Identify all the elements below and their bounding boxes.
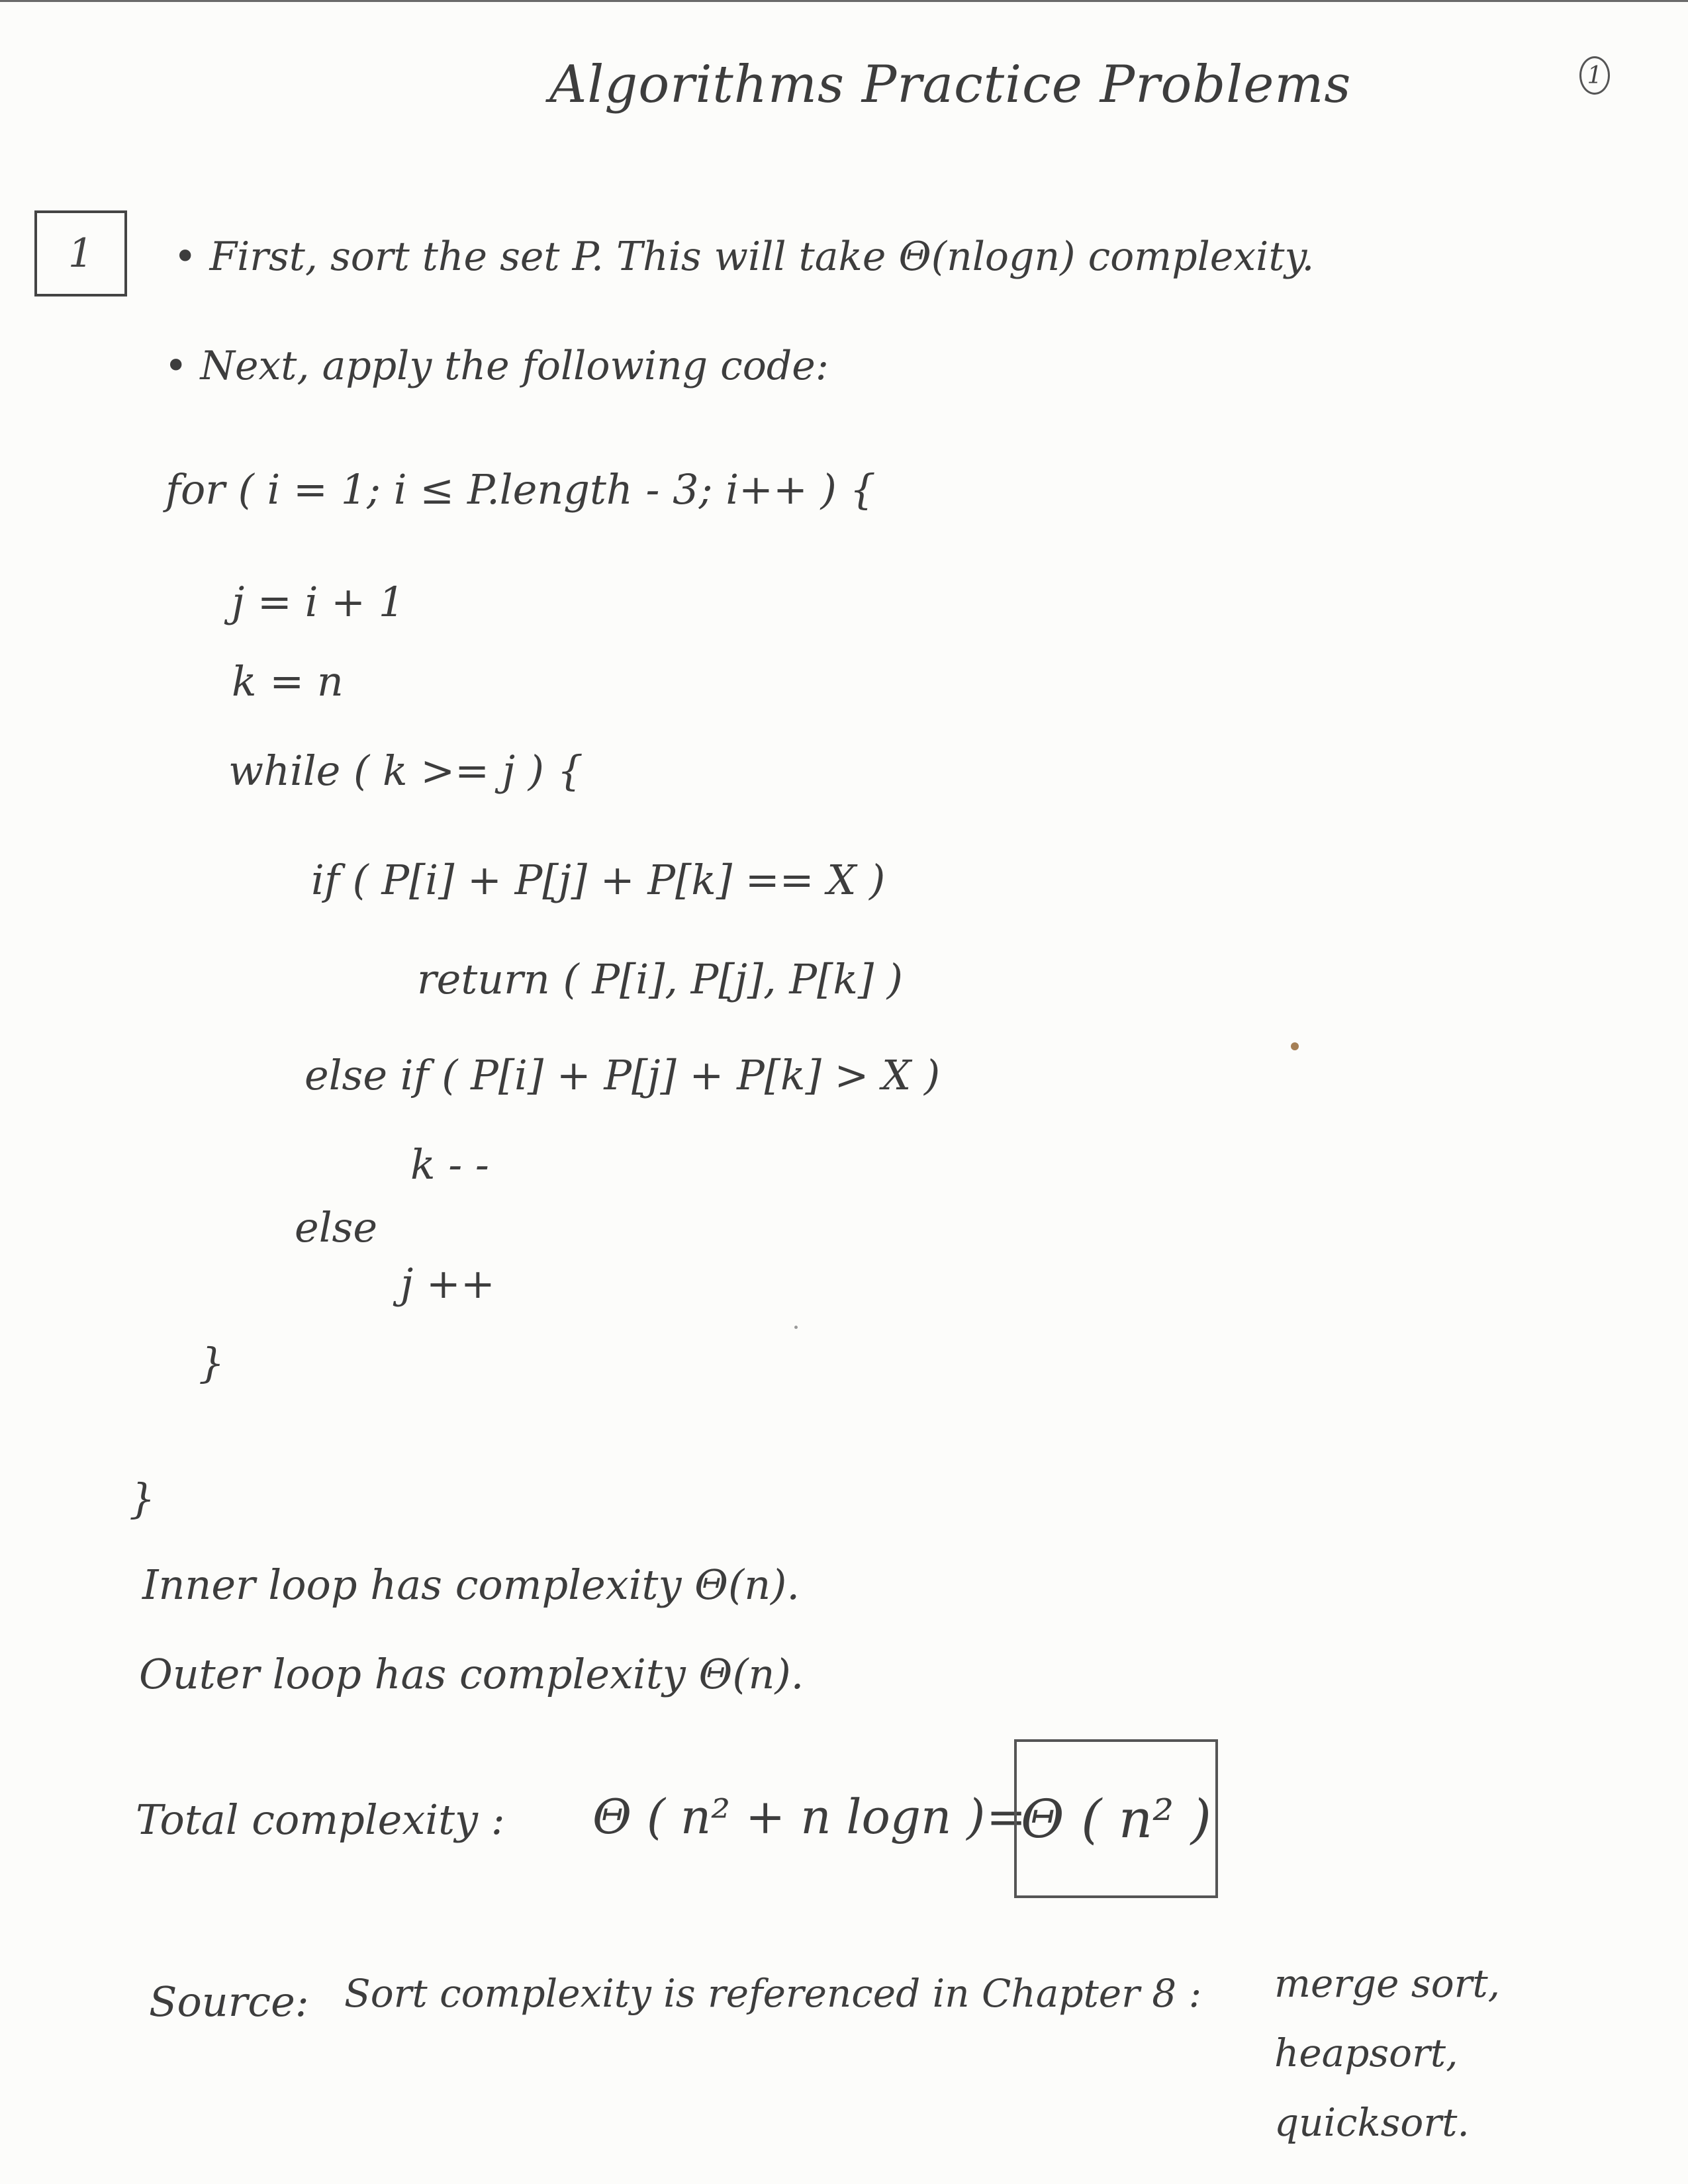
source-label: Source: bbox=[149, 1978, 309, 2026]
equals-sign: = bbox=[986, 1789, 1027, 1844]
code-j-increment: j ++ bbox=[400, 1259, 495, 1308]
code-if-line: if ( P[i] + P[j] + P[k] == X ) bbox=[311, 856, 886, 904]
code-for-line: for ( i = 1; i ≤ P.length - 3; i++ ) { bbox=[165, 465, 876, 514]
code-while-line: while ( k >= j ) { bbox=[228, 747, 584, 795]
final-result-box bbox=[1014, 1739, 1218, 1898]
total-complexity-expression: Θ ( n² + n logn ) bbox=[592, 1789, 986, 1844]
paper-speck bbox=[1291, 1042, 1299, 1050]
source-item-quicksort: quicksort. bbox=[1274, 2100, 1470, 2145]
final-result: Θ ( n² ) bbox=[1021, 1788, 1211, 1850]
code-else-if-line: else if ( P[i] + P[j] + P[k] > X ) bbox=[305, 1051, 941, 1099]
code-else-line: else bbox=[295, 1203, 378, 1251]
paper-speck bbox=[794, 1326, 798, 1329]
problem-number-box: 1 bbox=[34, 210, 127, 296]
code-k-assign: k = n bbox=[232, 657, 344, 705]
code-close-outer-brace: } bbox=[129, 1475, 156, 1523]
inner-loop-note: Inner loop has complexity Θ(n). bbox=[142, 1561, 800, 1609]
code-close-inner-brace: } bbox=[199, 1339, 225, 1387]
total-complexity-label: Total complexity : bbox=[136, 1796, 505, 1844]
source-text: Sort complexity is referenced in Chapter 8 : bbox=[344, 1971, 1202, 2016]
source-item-heapsort: heapsort, bbox=[1274, 2030, 1458, 2075]
code-k-decrement: k - - bbox=[410, 1140, 489, 1189]
code-return-line: return ( P[i], P[j], P[k] ) bbox=[417, 955, 903, 1003]
page-number-badge: 1 bbox=[1579, 56, 1610, 95]
outer-loop-note: Outer loop has complexity Θ(n). bbox=[139, 1650, 804, 1698]
page-title: Algorithms Practice Problems bbox=[549, 55, 1352, 114]
bullet-sort-step: • First, sort the set P. This will take Θ(nlogn) complexity. bbox=[173, 234, 1315, 280]
source-item-merge-sort: merge sort, bbox=[1274, 1961, 1501, 2006]
code-j-assign: j = i + 1 bbox=[232, 578, 405, 626]
bullet-code-step: • Next, apply the following code: bbox=[164, 343, 829, 389]
